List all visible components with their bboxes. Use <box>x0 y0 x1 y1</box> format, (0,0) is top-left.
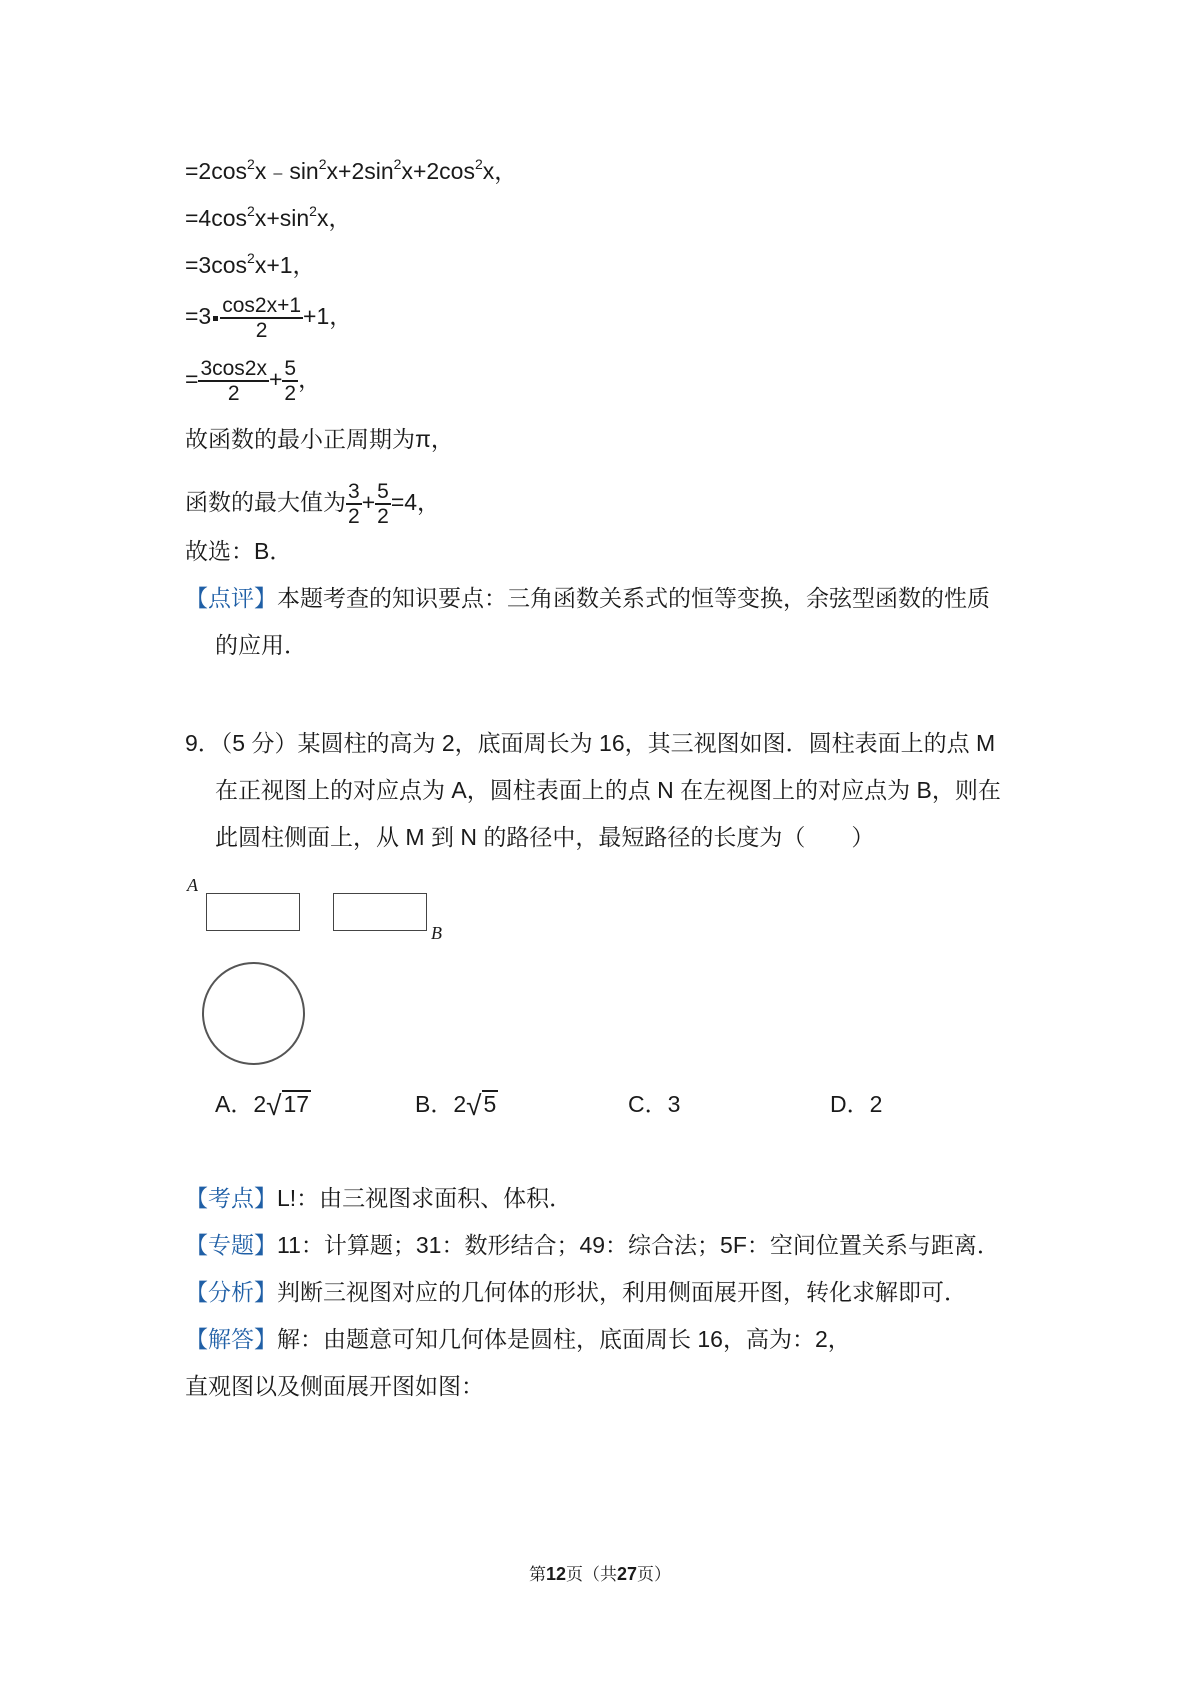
option-c[interactable]: C．3 <box>628 1091 681 1117</box>
fraction: $\frac{5}{2}$ <box>377 480 389 528</box>
side-view-rect <box>333 893 427 931</box>
jieda-line: 【解答】解：由题意可知几何体是圆柱，底面周长 16，高为：2， <box>185 1326 851 1352</box>
fraction: $\frac{\cos 2x+1}{2}$ <box>222 294 302 342</box>
option-b[interactable]: B．2√5 <box>415 1090 497 1121</box>
jieda-tag: 【解答】 <box>185 1326 277 1352</box>
max-value-statement: 函数的最大值为 $\frac{3}{2}$ + $\frac{5}{2}$ =4， <box>185 480 441 528</box>
page-footer: 第12页（共27页） <box>528 1564 672 1584</box>
solution-step-5: = $\frac{3\cos 2x}{2}$ + $\frac{5}{2}$ ， <box>185 357 322 405</box>
option-d[interactable]: D．2 <box>830 1091 883 1117</box>
period-statement: 故函数的最小正周期为π， <box>185 426 454 452</box>
sqrt-icon: √ <box>266 1090 282 1121</box>
intuitive-figure-line: 直观图以及侧面展开图如图： <box>185 1373 484 1399</box>
current-page-number: 12 <box>545 1564 566 1584</box>
point-b-label: B <box>431 923 442 943</box>
answer-options <box>215 1088 975 1120</box>
front-view-rect <box>206 893 300 931</box>
answer-choice: 故选：B． <box>185 538 293 564</box>
fraction: $\frac{3}{2}$ <box>348 480 360 528</box>
sqrt-icon: √ <box>466 1090 482 1121</box>
question-9-line-1: 9．（5 分）某圆柱的高为 2，底面周长为 16，其三视图如图．圆柱表面上的点 M <box>185 730 996 756</box>
solution-step-4: =3 $\frac{\cos 2x+1}{2}$ +1， <box>185 294 353 342</box>
solution-step-1: $=2\cos^2x﹣\sin^2x+2\sin^2x+2\cos^2x$， <box>185 156 518 184</box>
zhuanti-tag: 【专题】 <box>185 1232 277 1258</box>
total-page-number: 27 <box>617 1564 638 1584</box>
comment-line-1: 【点评】本题考查的知识要点：三角函数关系式的恒等变换，余弦型函数的性质 <box>185 585 990 611</box>
three-view-figure <box>185 875 465 1075</box>
fenxi-tag: 【分析】 <box>185 1279 277 1305</box>
fraction: $\frac{5}{2}$ <box>284 357 297 405</box>
comment-tag: 【点评】 <box>185 585 277 611</box>
option-a[interactable]: A．2√17 <box>215 1090 310 1121</box>
kaodian-tag: 【考点】 <box>185 1185 277 1211</box>
kaodian-line: 【考点】L!：由三视图求面积、体积． <box>185 1185 573 1211</box>
multiply-dot-icon <box>213 316 218 321</box>
fenxi-line: 【分析】判断三视图对应的几何体的形状，利用侧面展开图，转化求解即可． <box>185 1279 967 1305</box>
zhuanti-line: 【专题】11：计算题；31：数形结合；49：综合法；5F：空间位置关系与距离． <box>185 1232 1000 1258</box>
top-view-circle <box>202 962 305 1065</box>
solution-step-3: $=3\cos^2x+1$， <box>185 250 316 278</box>
comment-line-2: 的应用． <box>215 632 307 658</box>
solution-step-2: $=4\cos^2x+\sin^2x$， <box>185 203 352 231</box>
question-9-line-3: 此圆柱侧面上，从 M 到 N 的路径中，最短路径的长度为（ ） <box>215 824 875 850</box>
fraction: $\frac{3\cos 2x}{2}$ <box>200 357 267 405</box>
point-a-label: A <box>187 875 198 895</box>
question-9-line-2: 在正视图上的对应点为 A，圆柱表面上的点 N 在左视图上的对应点为 B，则在 <box>215 777 1001 803</box>
